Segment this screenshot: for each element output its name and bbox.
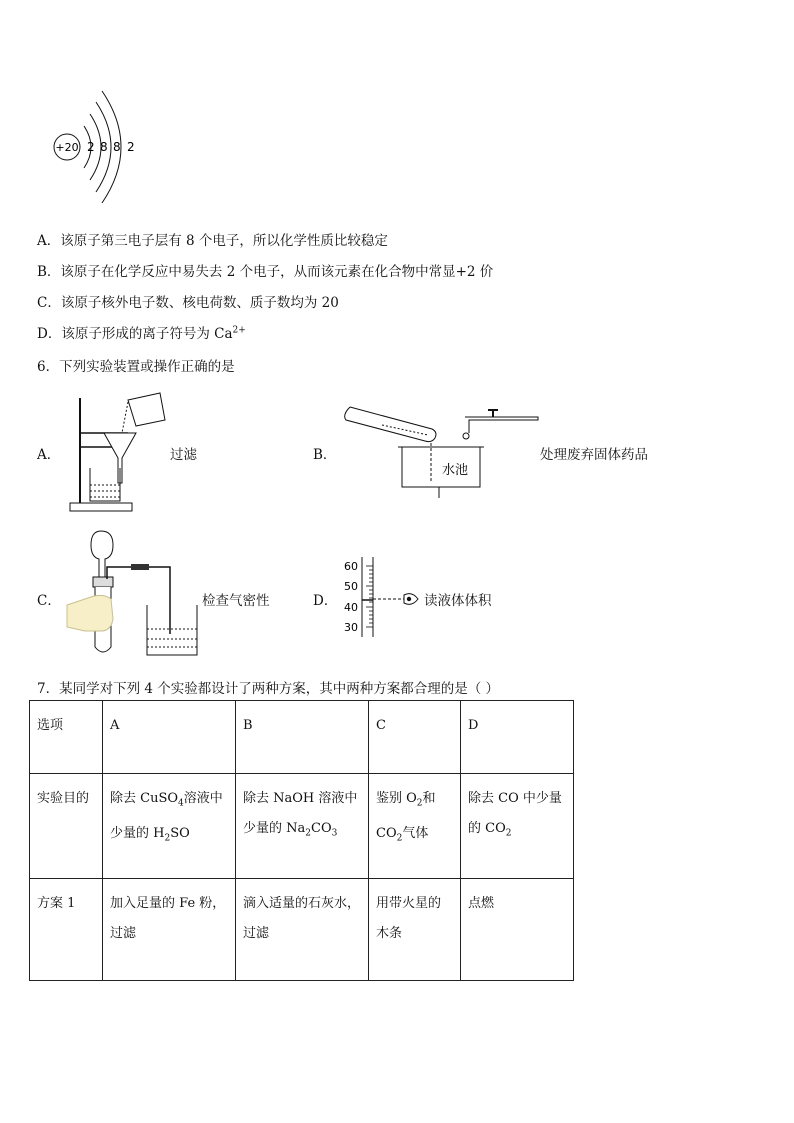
option-a: A．该原子第三电子层有 8 个电子，所以化学性质比较稳定 [37, 233, 388, 249]
question-6: 6．下列实验装置或操作正确的是 [37, 359, 235, 375]
hand [67, 595, 113, 631]
q6-option-d-caption: 读液体体积 [424, 593, 492, 609]
pouring-liquid [122, 402, 128, 433]
nucleus-charge: +20 [55, 141, 79, 154]
table-header-cell: C [369, 701, 461, 774]
stand-base [70, 503, 132, 511]
shell-electron-count: 8 [100, 140, 108, 154]
table-cell: 除去 CuSO$_4$溶液中 少量的 $H_2SO$ [103, 774, 236, 879]
faucet-spout [463, 433, 469, 439]
table-cell: 用带火星的 木条 [369, 879, 461, 981]
table-cell: 滴入适量的石灰水， 过滤 [236, 879, 369, 981]
option-d-text: D．该原子形成的离子符号为 Ca [37, 326, 233, 342]
sink-label: 水池 [442, 463, 469, 478]
tick-label: 50 [344, 580, 358, 593]
stopper [93, 577, 113, 587]
q6-option-c-letter: C． [37, 593, 61, 609]
table-row [30, 774, 574, 879]
faucet [465, 417, 538, 433]
airtightness-check-apparatus [65, 527, 205, 662]
filtration-apparatus [68, 388, 168, 518]
option-c: C．该原子核外电子数、核电荷数、质子数均为 20 [37, 295, 339, 311]
tick-label: 60 [344, 560, 358, 573]
option-b: B．该原子在化学反应中易失去 2 个电子，从而该元素在化合物中常显+2 价 [37, 264, 494, 280]
graduated-cylinder-reading [340, 555, 430, 640]
q6-option-d-letter: D． [313, 593, 338, 609]
table-header-cell: B [236, 701, 369, 774]
table-cell: 鉴别 $O_2$和 $CO_2$气体 [369, 774, 461, 879]
waste-disposal-diagram [342, 405, 542, 500]
row-label: 实验目的 [30, 774, 103, 879]
ion-charge: 2+ [232, 325, 246, 336]
q6-option-b-letter: B． [313, 447, 337, 463]
delivery-tube [107, 567, 170, 634]
table-header-cell: D [461, 701, 574, 774]
table-cell: 除去 CO 中少量 的 $CO_2$ [461, 774, 574, 879]
pouring-beaker [128, 393, 165, 426]
question-7: 7．某同学对下列 4 个实验都设计了两种方案，其中两种方案都合理的是（ ） [37, 681, 500, 697]
option-d [37, 322, 246, 342]
tick-label: 40 [344, 601, 358, 614]
tick-label: 30 [344, 621, 358, 634]
q6-option-a-caption: 过滤 [170, 447, 197, 463]
scale-ticks [366, 566, 373, 627]
shell-electron-count: 8 [113, 140, 121, 154]
table-cell: 除去 NaOH 溶液中 少量的 $Na_2CO_3$ [236, 774, 369, 879]
q6-option-c-caption: 检查气密性 [202, 593, 270, 609]
experiment-plan-table [29, 700, 574, 981]
test-tube [345, 407, 436, 442]
shell-electron-count: 2 [87, 140, 95, 154]
sink [402, 447, 480, 487]
table-row [30, 701, 574, 774]
funnel-bulb [91, 531, 113, 579]
row-label: 方案 1 [30, 879, 103, 981]
eye-pupil [407, 597, 411, 601]
atom-structure-diagram [40, 88, 150, 208]
rubber-connector [131, 564, 149, 570]
shell-electron-count: 2 [127, 140, 135, 154]
table-row [30, 879, 574, 981]
table-header-cell: A [103, 701, 236, 774]
table-cell: 加入足量的 Fe 粉， 过滤 [103, 879, 236, 981]
q6-option-a-letter: A． [37, 447, 61, 463]
table-cell: 点燃 [461, 879, 574, 981]
table-header-cell: 选项 [30, 701, 103, 774]
q6-option-b-caption: 处理废弃固体药品 [540, 447, 648, 463]
